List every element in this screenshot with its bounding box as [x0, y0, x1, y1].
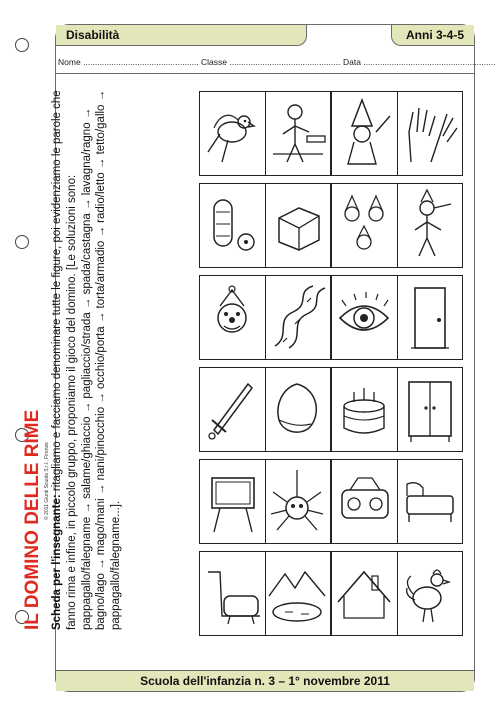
domino-card[interactable] — [331, 91, 463, 176]
domino-card[interactable] — [199, 459, 331, 544]
instructions-block — [22, 70, 124, 630]
porta-picture-icon — [397, 276, 462, 359]
footer-bar — [56, 670, 474, 691]
domino-card[interactable] — [331, 551, 463, 636]
instructions-lead: Scheda per l'insegnante: — [51, 494, 63, 630]
mago-picture-icon — [332, 92, 397, 175]
armadio-picture-icon — [397, 368, 462, 451]
pinocchio-picture-icon — [397, 184, 462, 267]
nani-picture-icon — [332, 184, 397, 267]
domino-card[interactable] — [199, 367, 331, 452]
class-field[interactable]: Classe ............................................... — [201, 57, 341, 67]
tetto-picture-icon — [332, 552, 397, 635]
ghiaccio-picture-icon — [265, 184, 330, 267]
copyright-notice: © 2011 Giunti Scuola S.r.l., Firenze — [44, 442, 50, 520]
domino-card[interactable] — [199, 275, 331, 360]
footer-text: Scuola dell'infanzia n. 3 – 1° novembre 2011 — [140, 674, 390, 688]
domino-card[interactable] — [199, 91, 331, 176]
bagno-picture-icon — [200, 552, 265, 635]
pappagallo-picture-icon — [200, 92, 265, 175]
strada-picture-icon — [265, 276, 330, 359]
castagna-picture-icon — [265, 368, 330, 451]
instructions-text: ritagliamo e facciamo denominare tutte le figure, poi evidenziamo le parole che fanno rima e infine, in piccolo gruppo, proponiamo il gioco del domino. [Le soluzioni sono: pappagallo/falegname → salame/ghiaccio → pagliaccio/strada → spada/castagna → lavagna/ragno → bagno/lago → mago/mani → nani/pinocchio → occhio/porta → torta/armadio → radio/letto → tetto/gallo → pappagallo/falegname...]. — [51, 89, 123, 630]
ages-label: Anni 3-4-5 — [406, 28, 465, 42]
page-title: IL DOMINO DELLE RIME — [22, 409, 43, 630]
falegname-picture-icon — [265, 92, 330, 175]
section-label: Disabilità — [66, 28, 120, 42]
lago-picture-icon — [265, 552, 330, 635]
spada-picture-icon — [200, 368, 265, 451]
domino-card[interactable] — [331, 459, 463, 544]
teacher-instructions — [50, 70, 124, 630]
salame-picture-icon — [200, 184, 265, 267]
domino-card[interactable] — [331, 275, 463, 360]
occhio-picture-icon — [332, 276, 397, 359]
domino-card[interactable] — [331, 367, 463, 452]
ragno-picture-icon — [265, 460, 330, 543]
lavagna-picture-icon — [200, 460, 265, 543]
ages-header-tab — [391, 25, 474, 46]
date-field[interactable]: Data ........................................................ — [343, 57, 496, 67]
name-field[interactable]: Nome ................................................. — [58, 57, 199, 67]
gallo-picture-icon — [397, 552, 462, 635]
domino-card[interactable] — [331, 183, 463, 268]
letto-picture-icon — [397, 460, 462, 543]
mani-picture-icon — [397, 92, 462, 175]
binder-hole — [15, 38, 29, 52]
domino-card[interactable] — [199, 183, 331, 268]
radio-picture-icon — [332, 460, 397, 543]
pagliaccio-picture-icon — [200, 276, 265, 359]
torta-picture-icon — [332, 368, 397, 451]
domino-card[interactable] — [199, 551, 331, 636]
section-header-tab — [56, 25, 307, 46]
